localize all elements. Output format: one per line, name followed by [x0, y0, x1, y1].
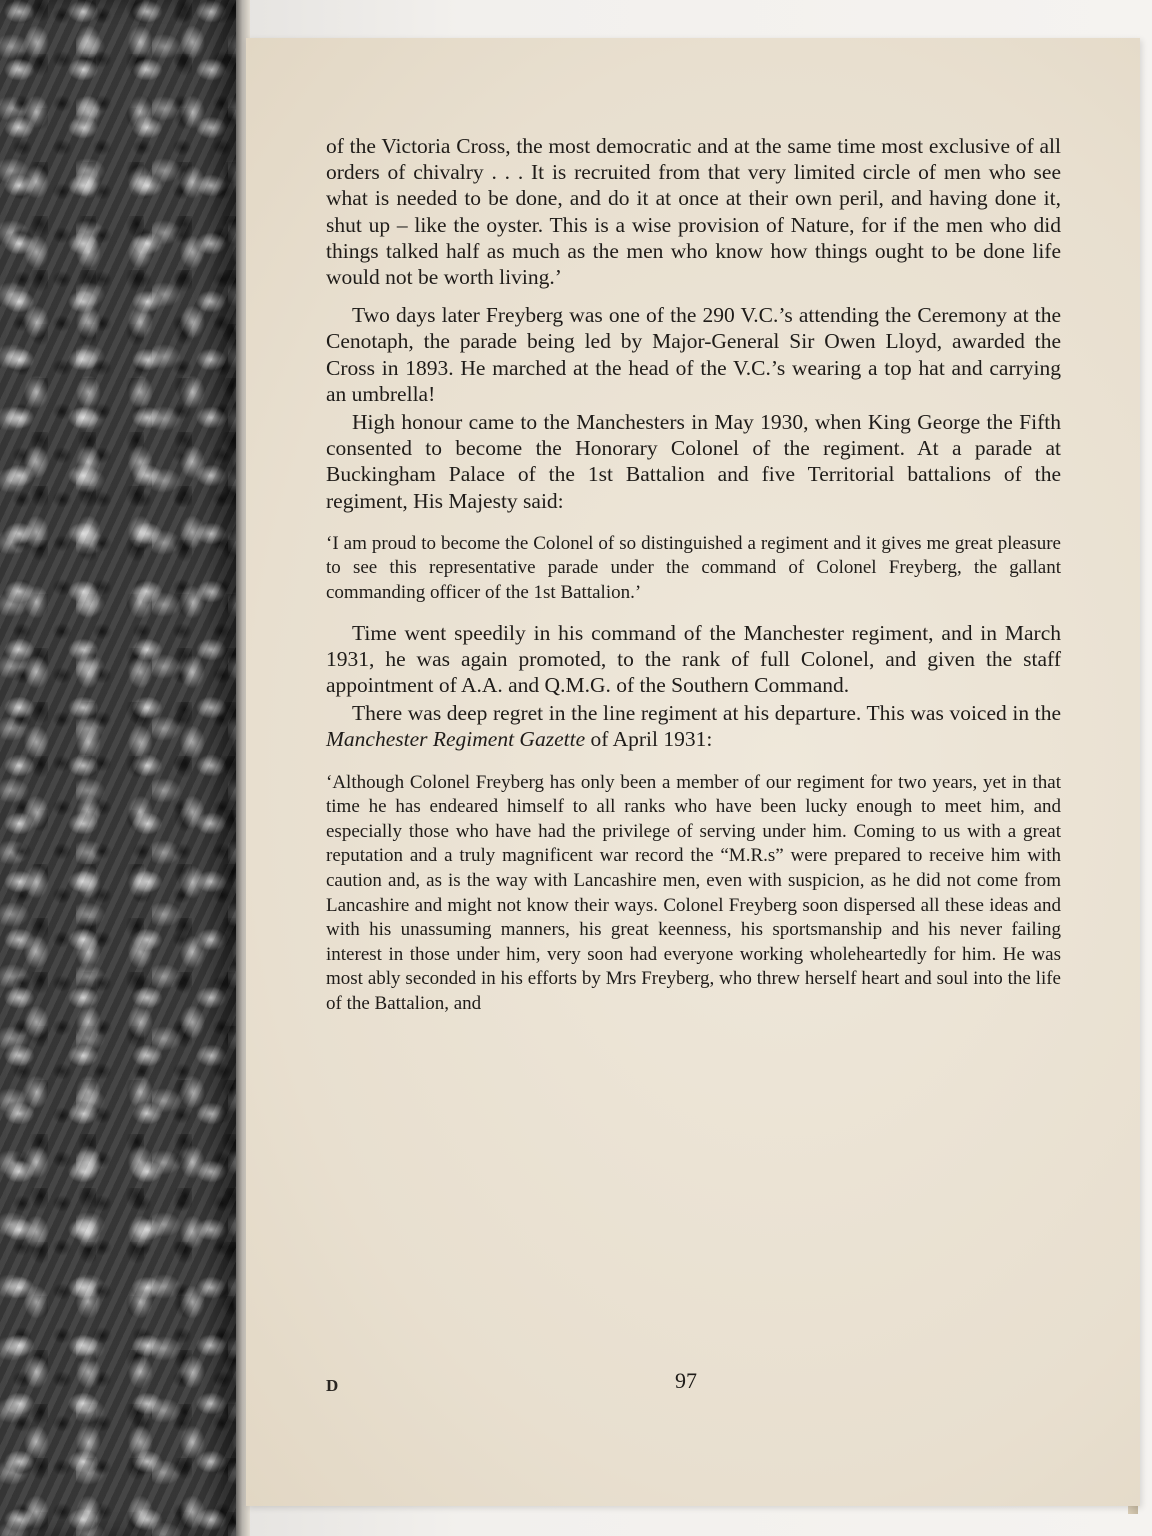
paragraph-text: of April 1931:: [585, 727, 713, 752]
book-page: [246, 38, 1140, 1506]
paragraph: Two days later Freyberg was one of the 290 V.C.’s attending the Ceremony at the Cenotaph, the parade being led by Major-General Sir Owen Lloyd, awarded the Cross in 1893. He marched at the head of the V.C.’s wearing a top hat and carrying an umbrella!: [326, 303, 1061, 406]
paragraph: High honour came to the Manchesters in May 1930, when King George the Fifth consented to become the Honorary Colonel of the regiment. At a parade at Buckingham Palace of the 1st Battalion and five Territorial battalions of the regiment, His Majesty said:: [326, 410, 1061, 513]
block-quote: ‘I am proud to become the Colonel of so distinguished a regiment and it gives me great pleasure to see this representative parade under the command of Colonel Freyberg, the gallant commanding officer of the 1st Battalion.’: [326, 532, 1061, 604]
publication-title: Manchester Regiment Gazette: [326, 727, 586, 752]
page-number: 97: [675, 1368, 697, 1393]
paragraph: Time went speedily in his command of the Manchester regiment, and in March 1931, he was again promoted, to the rank of full Colonel, and given the staff appointment of A.A. and Q.M.G. of the Southern Command.: [326, 620, 1061, 698]
block-quote: ‘Although Colonel Freyberg has only been a member of our regiment for two years, yet in that time he has endeared himself to all ranks who have been lucky enough to meet him, and especially those who have had the privilege of serving under him. Coming to us with a great reputation and a truly magnificent war record the “M.R.s” were prepared to receive him with caution and, as is the way with Lancashire men, even with suspicion, as he did not come from Lancashire and might not know their ways. Colonel Freyberg soon dispersed all these ideas and with his unassuming manners, his great keenness, his sportsmanship and his never failing interest in those under him, very soon had everyone working wholeheartedly for him. He was most ably seconded in his efforts by Mrs Freyberg, who threw herself heart and soul into the life of the Battalion, and: [326, 771, 1061, 1014]
paragraph-text: There was deep regret in the line regiment at his departure. This was voiced in the: [352, 701, 1061, 726]
signature-mark: D: [326, 1376, 339, 1395]
page-text: [326, 133, 1061, 1031]
paragraph: [326, 700, 1061, 752]
facing-page-photograph: [0, 0, 236, 1536]
paragraph: of the Victoria Cross, the most democratic and at the same time most exclusive of all orders of chivalry . . . It is recruited from that very limited circle of men who see what is needed to be done, and do it at once at their own peril, and having done it, shut up – like the oyster. This is a wise provision of Nature, for if the men who did things talked half as much as the men who know how things ought to be done life would not be worth living.’: [326, 134, 1061, 290]
